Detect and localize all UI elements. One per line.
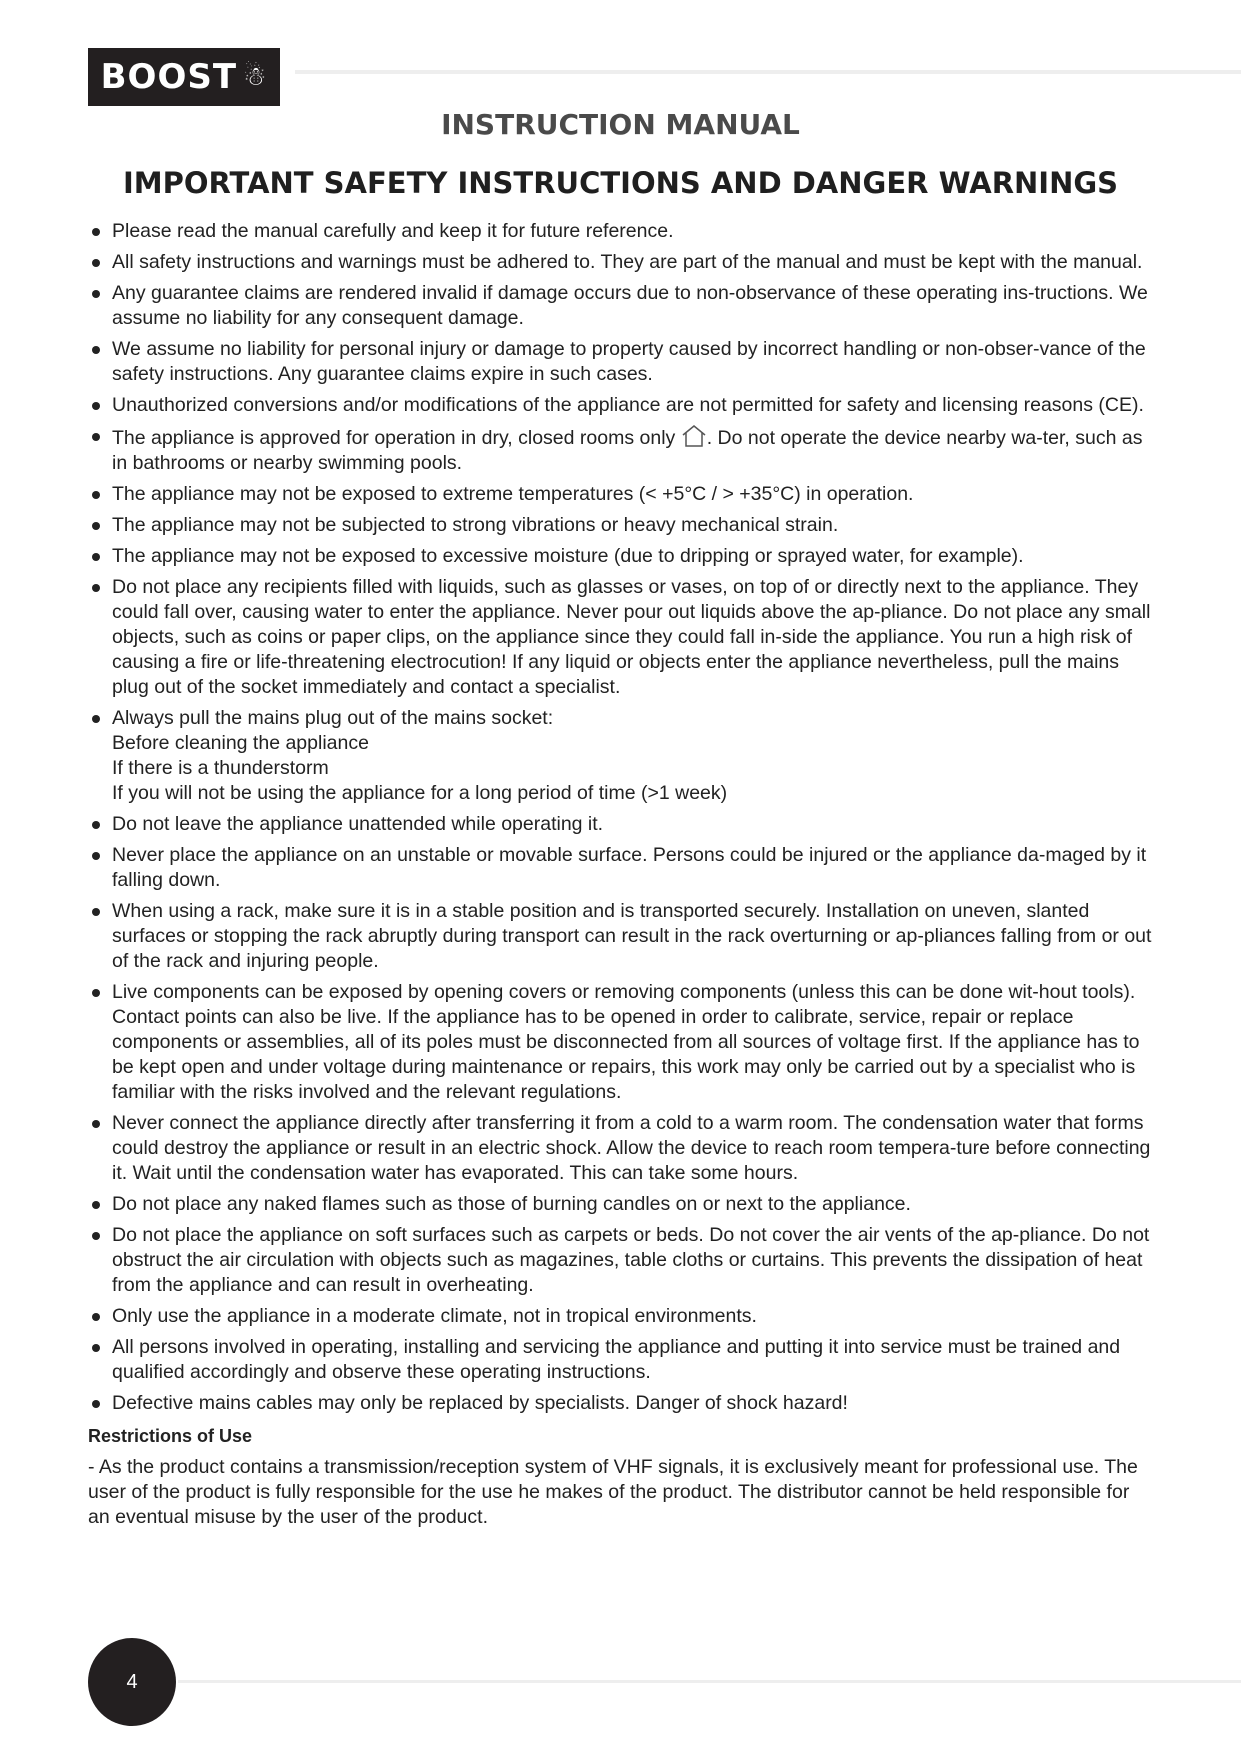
- boost-logo: [88, 48, 280, 106]
- list-item: Only use the appliance in a moderate climate, not in tropical environments.: [88, 1304, 1156, 1329]
- bullet-icon: [92, 1344, 100, 1352]
- list-item: When using a rack, make sure it is in a stable position and is transported securely. Installation on uneven, slanted surfaces or stopping the rack abruptly during transport can result in the rack overturning or ap-pliances falling from or out of the rack and injuring people.: [88, 899, 1156, 974]
- bullet-icon: [92, 290, 100, 298]
- list-item: Always pull the mains plug out of the mains socket: Before cleaning the appliance If there is a thunderstorm If you will not be using the appliance for a long period of time (>1 week): [88, 706, 1156, 806]
- bullet-icon: [92, 1313, 100, 1321]
- list-item: The appliance is approved for operation in dry, closed rooms only . Do not operate the device nearby wa-ter, such as in bathrooms or nearby swimming pools.: [88, 424, 1156, 476]
- bullet-icon: [92, 433, 100, 441]
- list-item: Do not place any naked flames such as those of burning candles on or next to the appliance.: [88, 1192, 1156, 1217]
- bullet-icon: [92, 1120, 100, 1128]
- list-item: We assume no liability for personal injury or damage to property caused by incorrect handling or non-obser-vance of the safety instructions. Any guarantee claims expire in such cases.: [88, 337, 1156, 387]
- bullet-icon: [92, 259, 100, 267]
- safety-content: [88, 219, 1156, 1530]
- bullet-icon: [92, 584, 100, 592]
- page-number: 4: [88, 1638, 176, 1726]
- bullet-icon: [92, 522, 100, 530]
- list-item: Defective mains cables may only be replaced by specialists. Danger of shock hazard!: [88, 1391, 1156, 1416]
- list-item: Unauthorized conversions and/or modifications of the appliance are not permitted for safety and licensing reasons (CE).: [88, 393, 1156, 418]
- list-item: All safety instructions and warnings must be adhered to. They are part of the manual and must be kept with the manual.: [88, 250, 1156, 275]
- page-title: INSTRUCTION MANUAL: [441, 108, 800, 141]
- bullet-icon: [92, 491, 100, 499]
- list-item: Live components can be exposed by opening covers or removing components (unless this can be done wit-hout tools). Contact points can also be live. If the appliance has to be opened in order to calibrate, service, repair or replace components or assemblies, all of its poles must be disconnected from all sources of voltage first. If the appliance has to be kept open and under voltage during maintenance or repairs, this work may only be carried out by a specialist who is familiar with the risks involved and the relevant regulations.: [88, 980, 1156, 1105]
- list-item: Never connect the appliance directly after transferring it from a cold to a warm room. The condensation water that forms could destroy the appliance or result in an electric shock. Allow the device to reach room tempera-ture before connecting it. Wait until the condensation water has evaporated. This can take some hours.: [88, 1111, 1156, 1186]
- list-item: The appliance may not be exposed to extreme temperatures (< +5°C / > +35°C) in operation.: [88, 482, 1156, 507]
- bullet-icon: [92, 1400, 100, 1408]
- list-item: The appliance may not be subjected to strong vibrations or heavy mechanical strain.: [88, 513, 1156, 538]
- bullet-icon: [92, 715, 100, 723]
- list-item: Please read the manual carefully and keep it for future reference.: [88, 219, 1156, 244]
- list-item: All persons involved in operating, installing and servicing the appliance and putting it into service must be trained and qualified accordingly and observe these operating instructions.: [88, 1335, 1156, 1385]
- bullet-icon: [92, 852, 100, 860]
- list-item: Never place the appliance on an unstable or movable surface. Persons could be injured or the appliance da-maged by it falling down.: [88, 843, 1156, 893]
- list-item: Do not place the appliance on soft surfaces such as carpets or beds. Do not cover the air vents of the ap-pliance. Do not obstruct the air circulation with objects such as magazines, table cloths or curtains. This prevents the dissipation of heat from the appliance and can result in overheating.: [88, 1223, 1156, 1298]
- restrictions-text: - As the product contains a transmission/reception system of VHF signals, it is exclusively meant for professional use. The user of the product is fully responsible for the use he makes of the product. The distributor cannot be held responsible for an eventual misuse by the user of the product.: [88, 1456, 1138, 1528]
- list-item: Do not leave the appliance unattended while operating it.: [88, 812, 1156, 837]
- house-icon: [681, 424, 707, 448]
- logo-text: BOOST: [100, 57, 238, 97]
- footer-rule: [178, 1680, 1241, 1683]
- restrictions-heading: Restrictions of Use: [88, 1426, 253, 1446]
- bullet-icon: [92, 821, 100, 829]
- bullet-icon: [92, 346, 100, 354]
- safety-list: [88, 219, 1156, 1416]
- header-rule: [295, 70, 1241, 74]
- bullet-icon: [92, 228, 100, 236]
- logo-figure-icon: ☃: [243, 62, 268, 92]
- list-item: Any guarantee claims are rendered invalid if damage occurs due to non-observance of these operating ins-tructions. We assume no liability for any consequent damage.: [88, 281, 1156, 331]
- section-title: IMPORTANT SAFETY INSTRUCTIONS AND DANGER WARNINGS: [122, 166, 1119, 200]
- bullet-icon: [92, 1201, 100, 1209]
- bullet-icon: [92, 402, 100, 410]
- bullet-icon: [92, 989, 100, 997]
- bullet-icon: [92, 553, 100, 561]
- bullet-icon: [92, 908, 100, 916]
- list-item: The appliance may not be exposed to excessive moisture (due to dripping or sprayed water, for example).: [88, 544, 1156, 569]
- bullet-icon: [92, 1232, 100, 1240]
- list-item: Do not place any recipients filled with liquids, such as glasses or vases, on top of or directly next to the appliance. They could fall over, causing water to enter the appliance. Never pour out liquids above the ap-pliance. Do not place any small objects, such as coins or paper clips, on the appliance since they could fall in-side the appliance. You run a high risk of causing a fire or life-threatening electrocution! If any liquid or objects enter the appliance nevertheless, pull the mains plug out of the socket immediately and contact a specialist.: [88, 575, 1156, 700]
